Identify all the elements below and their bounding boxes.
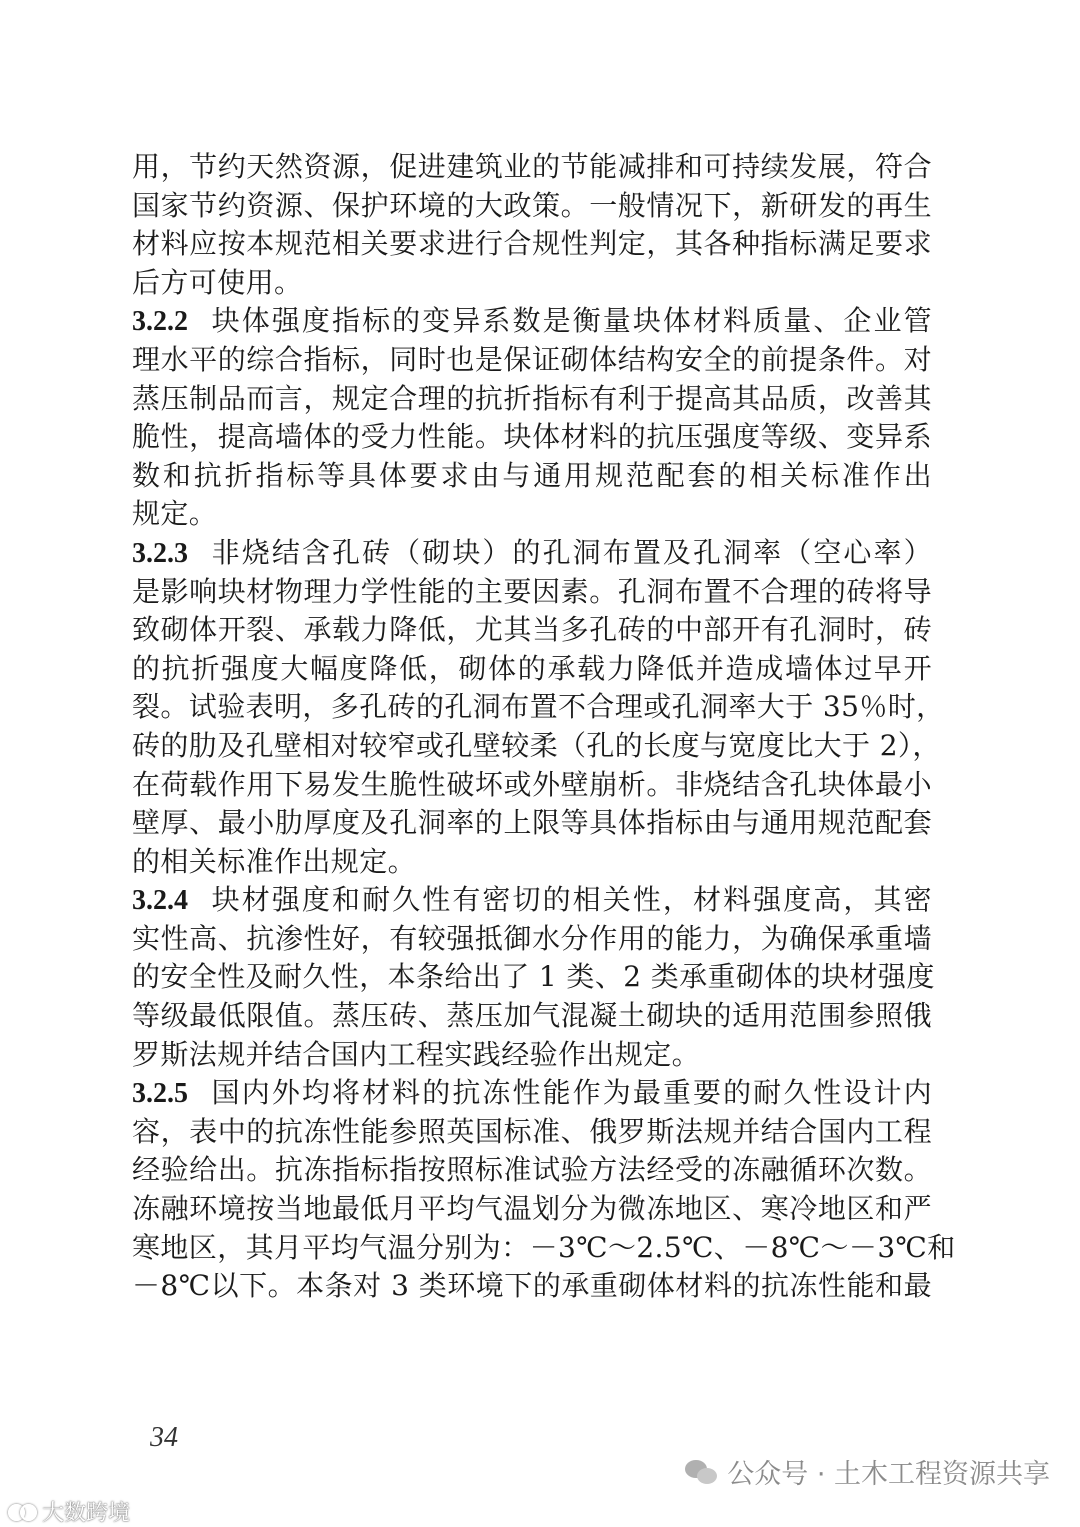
text-line: [132, 187, 932, 226]
wechat-icon: [685, 1458, 719, 1486]
text-line: [132, 997, 932, 1036]
line-text: 致砌体开裂、承载力降低，尤其当多孔砖的中部开有孔洞时，砖: [132, 613, 932, 647]
source-watermark: [8, 1496, 130, 1527]
line-text: 国内外均将材料的抗冻性能作为最重要的耐久性设计内: [210, 1076, 932, 1110]
text-line: [132, 1190, 932, 1229]
text-line: [132, 611, 932, 650]
line-text: 是影响块材物理力学性能的主要因素。孔洞布置不合理的砖将导: [132, 574, 932, 608]
line-text: 的相关标准作出规定。: [132, 844, 417, 878]
line-text: 块材强度和耐久性有密切的相关性，材料强度高，其密: [210, 883, 932, 917]
infinity-logo-icon: [8, 1502, 38, 1522]
section-number: 3.2.5: [132, 1078, 188, 1110]
text-line: [132, 418, 932, 457]
line-text: 裂。试验表明，多孔砖的孔洞布置不合理或孔洞率大于 35％时，: [132, 690, 945, 724]
text-line: [132, 1036, 932, 1075]
text-line: [132, 843, 932, 882]
line-text: 的安全性及耐久性，本条给出了 1 类、2 类承重砌体的块材强度: [132, 960, 935, 994]
line-text: 蒸压制品而言，规定合理的抗折指标有利于提高其品质，改善其: [132, 381, 932, 415]
source-watermark-label: 大数跨境: [42, 1501, 131, 1526]
body-text: [132, 148, 956, 1306]
section-first-line: [132, 881, 932, 920]
section-number: 3.2.3: [132, 537, 188, 569]
line-text: －8℃以下。本条对 3 类环境下的承重砌体材料的抗冻性能和最: [132, 1269, 932, 1303]
text-line: [132, 804, 932, 843]
line-text: 的抗折强度大幅度降低，砌体的承载力降低并造成墙体过早开: [132, 651, 932, 685]
line-text: 非烧结含孔砖（砌块）的孔洞布置及孔洞率（空心率）: [210, 535, 932, 569]
line-text: 寒地区，其月平均气温分别为：－3℃～2.5℃、－8℃～－3℃和: [132, 1230, 956, 1264]
text-line: [132, 225, 932, 264]
page-number: 34: [150, 1422, 178, 1453]
text-line: [132, 727, 941, 766]
line-text: 后方可使用。: [132, 265, 303, 299]
text-line: [132, 1267, 932, 1306]
line-text: 脆性，提高墙体的受力性能。块体材料的抗压强度等级、变异系: [132, 420, 932, 454]
text-line: [132, 650, 932, 689]
line-text: 国家节约资源、保护环境的大政策。一般情况下，新研发的再生: [132, 188, 932, 222]
line-text: 理水平的综合指标，同时也是保证砌体结构安全的前提条件。对: [132, 342, 932, 376]
text-line: [132, 264, 932, 303]
text-line: [132, 148, 932, 187]
text-line: [132, 688, 945, 727]
wechat-account-label: 公众号 · 土木工程资源共享: [727, 1459, 1050, 1490]
line-text: 容，表中的抗冻性能参照英国标准、俄罗斯法规并结合国内工程: [132, 1114, 932, 1148]
text-line: [132, 958, 935, 997]
text-line: [132, 341, 932, 380]
line-text: 用，节约天然资源，促进建筑业的节能减排和可持续发展，符合: [132, 150, 932, 183]
section-number: 3.2.4: [132, 885, 188, 917]
line-text: 数和抗折指标等具体要求由与通用规范配套的相关标准作出: [132, 458, 932, 492]
text-line: [132, 380, 932, 419]
section-number: 3.2.2: [132, 306, 188, 338]
line-text: 材料应按本规范相关要求进行合规性判定，其各种指标满足要求: [132, 227, 932, 261]
line-text: 等级最低限值。蒸压砖、蒸压加气混凝土砌块的适用范围参照俄: [132, 999, 932, 1033]
text-line: [132, 495, 932, 534]
line-text: 实性高、抗渗性好，有较强抵御水分作用的能力，为确保承重墙: [132, 921, 932, 955]
line-text: 规定。: [132, 497, 218, 531]
text-line: [132, 1229, 956, 1268]
text-line: [132, 457, 932, 496]
text-line: [132, 1113, 932, 1152]
text-line: [132, 766, 932, 805]
section-first-line: [132, 1074, 932, 1113]
line-text: 罗斯法规并结合国内工程实践经验作出规定。: [132, 1037, 701, 1071]
text-line: [132, 920, 932, 959]
line-text: 块体强度指标的变异系数是衡量块体材料质量、企业管: [210, 304, 932, 338]
section-first-line: [132, 302, 932, 341]
line-text: 冻融环境按当地最低月平均气温划分为微冻地区、寒冷地区和严: [132, 1192, 932, 1226]
line-text: 经验给出。抗冻指标指按照标准试验方法经受的冻融循环次数。: [132, 1153, 932, 1187]
line-text: 砖的肋及孔壁相对较窄或孔壁较柔（孔的长度与宽度比大于 2），: [132, 728, 941, 762]
text-line: [132, 1151, 932, 1190]
text-line: [132, 573, 932, 612]
wechat-watermark: [685, 1452, 1050, 1491]
line-text: 壁厚、最小肋厚度及孔洞率的上限等具体指标由与通用规范配套: [132, 806, 932, 840]
line-text: 在荷载作用下易发生脆性破坏或外壁崩析。非烧结含孔块体最小: [132, 767, 932, 801]
section-first-line: [132, 534, 932, 573]
